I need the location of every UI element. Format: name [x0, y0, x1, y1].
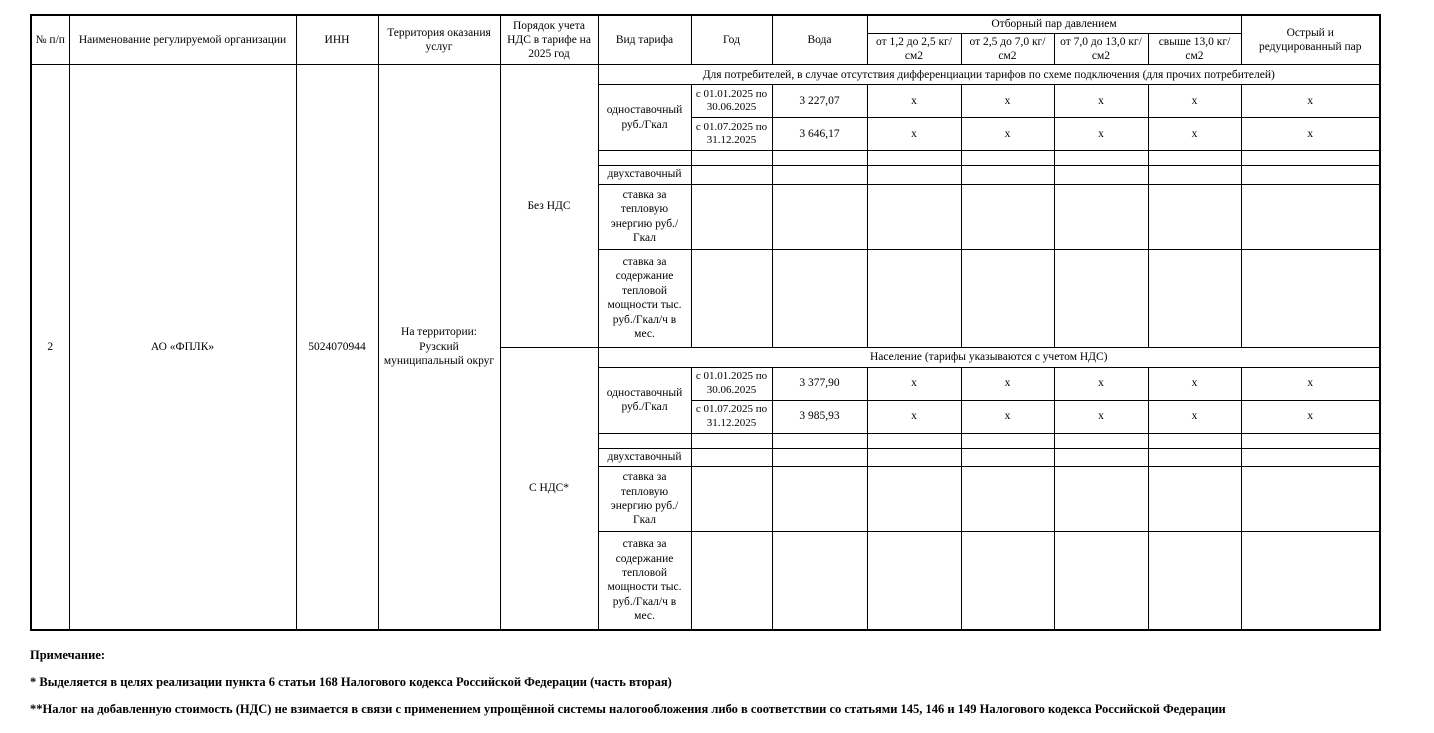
- notes-title: Примечание:: [30, 647, 106, 662]
- empty-cell: [867, 249, 961, 347]
- cell-inn: 5024070944: [296, 65, 378, 630]
- note-single-asterisk: * Выделяется в целях реализации пункта 6 статьи 168 Налогового кодекса Российской Федерации (часть вторая): [30, 674, 672, 689]
- empty-cell: [961, 532, 1054, 630]
- cell-vat-without: Без НДС: [500, 65, 598, 347]
- empty-cell: [867, 184, 961, 249]
- empty-cell: [691, 433, 772, 448]
- cell-rate-energy-label: ставка за тепловую энергию руб./Гкал: [598, 184, 691, 249]
- empty-cell: [1148, 532, 1241, 630]
- empty-cell: [867, 532, 961, 630]
- empty-cell: [772, 433, 867, 448]
- col-header-num: № п/п: [31, 15, 69, 65]
- empty-cell: [1148, 249, 1241, 347]
- cell-steam-x: x: [1054, 400, 1148, 433]
- empty-cell: [961, 184, 1054, 249]
- col-header-steam-group: Отборный пар давлением: [867, 15, 1241, 33]
- cell-steam-x: x: [867, 118, 961, 151]
- cell-steam-x: x: [961, 118, 1054, 151]
- empty-cell: [1148, 448, 1241, 466]
- empty-cell: [1054, 433, 1148, 448]
- empty-cell: [691, 151, 772, 166]
- cell-steam-x: x: [867, 367, 961, 400]
- banner-population: Население (тарифы указываются с учетом НДС): [598, 347, 1380, 367]
- empty-cell: [867, 467, 961, 532]
- empty-cell: [961, 433, 1054, 448]
- empty-cell: [961, 448, 1054, 466]
- empty-cell: [772, 166, 867, 184]
- col-header-org: Наименование регулируемой организации: [69, 15, 296, 65]
- cell-steam-x: x: [1054, 118, 1148, 151]
- empty-cell: [961, 467, 1054, 532]
- col-header-steam-4: свыше 13,0 кг/см2: [1148, 33, 1241, 65]
- cell-steam-x: x: [1148, 367, 1241, 400]
- cell-steam-x: x: [1054, 85, 1148, 118]
- cell-steam-x: x: [1054, 367, 1148, 400]
- cell-rate-capacity-label: ставка за содержание тепловой мощности тыс. руб./Гкал/ч в мес.: [598, 249, 691, 347]
- cell-water-value: 3 985,93: [772, 400, 867, 433]
- empty-cell: [1054, 448, 1148, 466]
- cell-period-year: с 01.01.2025 по 30.06.2025: [691, 85, 772, 118]
- empty-cell: [1148, 433, 1241, 448]
- cell-row-num: 2: [31, 65, 69, 630]
- empty-cell: [961, 166, 1054, 184]
- col-header-vat: Порядок учета НДС в тарифе на 2025 год: [500, 15, 598, 65]
- cell-steam-x: x: [867, 85, 961, 118]
- empty-cell: [691, 467, 772, 532]
- empty-cell: [867, 151, 961, 166]
- empty-cell: [772, 467, 867, 532]
- empty-cell: [1054, 467, 1148, 532]
- empty-cell: [1148, 166, 1241, 184]
- empty-cell: [1241, 448, 1380, 466]
- cell-two-part-label: двухставочный: [598, 166, 691, 184]
- cell-steam-x: x: [867, 400, 961, 433]
- col-header-tariff-type: Вид тарифа: [598, 15, 691, 65]
- empty-cell: [691, 532, 772, 630]
- cell-sharp-steam-x: x: [1241, 85, 1380, 118]
- empty-cell: [772, 532, 867, 630]
- empty-cell: [1148, 184, 1241, 249]
- col-header-steam-3: от 7,0 до 13,0 кг/см2: [1054, 33, 1148, 65]
- empty-cell: [1241, 532, 1380, 630]
- cell-rate-energy-label: ставка за тепловую энергию руб./Гкал: [598, 467, 691, 532]
- cell-period-year: с 01.07.2025 по 31.12.2025: [691, 118, 772, 151]
- empty-cell: [961, 249, 1054, 347]
- empty-cell: [772, 448, 867, 466]
- empty-cell: [691, 448, 772, 466]
- col-header-sharp-steam: Острый и редуцированный пар: [1241, 15, 1380, 65]
- empty-cell: [691, 249, 772, 347]
- empty-cell: [1241, 467, 1380, 532]
- empty-cell: [691, 166, 772, 184]
- empty-cell: [1148, 467, 1241, 532]
- cell-steam-x: x: [1148, 85, 1241, 118]
- empty-cell: [598, 151, 691, 166]
- cell-rate-capacity-label: ставка за содержание тепловой мощности тыс. руб./Гкал/ч в мес.: [598, 532, 691, 630]
- empty-cell: [1241, 433, 1380, 448]
- cell-water-value: 3 377,90: [772, 367, 867, 400]
- col-header-water: Вода: [772, 15, 867, 65]
- empty-cell: [1241, 166, 1380, 184]
- empty-cell: [598, 433, 691, 448]
- empty-cell: [1241, 184, 1380, 249]
- cell-territory: На территории: Рузский муниципальный округ: [378, 65, 500, 630]
- empty-cell: [1148, 151, 1241, 166]
- col-header-inn: ИНН: [296, 15, 378, 65]
- empty-cell: [867, 166, 961, 184]
- empty-cell: [1054, 166, 1148, 184]
- cell-two-part-label: двухставочный: [598, 448, 691, 466]
- empty-cell: [772, 184, 867, 249]
- cell-one-part-label: одноставочный руб./Гкал: [598, 85, 691, 151]
- empty-cell: [867, 448, 961, 466]
- cell-sharp-steam-x: x: [1241, 367, 1380, 400]
- banner-other-consumers: Для потребителей, в случае отсутствия дифференциации тарифов по схеме подключения (для прочих потребителей): [598, 65, 1380, 85]
- empty-cell: [772, 249, 867, 347]
- cell-sharp-steam-x: x: [1241, 400, 1380, 433]
- cell-steam-x: x: [961, 85, 1054, 118]
- note-double-asterisk: **Налог на добавленную стоимость (НДС) не взимается в связи с применением упрощённой системы налогообложения либо в соответствии со статьями 145, 146 и 149 Налогового кодекса Российской Федерации: [30, 702, 1226, 716]
- col-header-year: Год: [691, 15, 772, 65]
- empty-cell: [772, 151, 867, 166]
- col-header-steam-1: от 1,2 до 2,5 кг/см2: [867, 33, 961, 65]
- cell-steam-x: x: [961, 400, 1054, 433]
- empty-cell: [1054, 184, 1148, 249]
- empty-cell: [1241, 151, 1380, 166]
- cell-org-name: АО «ФПЛК»: [69, 65, 296, 630]
- empty-cell: [1054, 151, 1148, 166]
- cell-water-value: 3 646,17: [772, 118, 867, 151]
- empty-cell: [867, 433, 961, 448]
- empty-cell: [1054, 532, 1148, 630]
- empty-cell: [1241, 249, 1380, 347]
- cell-water-value: 3 227,07: [772, 85, 867, 118]
- cell-vat-with: С НДС*: [500, 347, 598, 629]
- col-header-territory: Территория оказания услуг: [378, 15, 500, 65]
- cell-steam-x: x: [1148, 118, 1241, 151]
- cell-period-year: с 01.01.2025 по 30.06.2025: [691, 367, 772, 400]
- cell-steam-x: x: [961, 367, 1054, 400]
- cell-one-part-label: одноставочный руб./Гкал: [598, 367, 691, 433]
- empty-cell: [961, 151, 1054, 166]
- empty-cell: [1054, 249, 1148, 347]
- cell-period-year: с 01.07.2025 по 31.12.2025: [691, 400, 772, 433]
- col-header-steam-2: от 2,5 до 7,0 кг/см2: [961, 33, 1054, 65]
- notes-block: [30, 647, 1409, 718]
- cell-sharp-steam-x: x: [1241, 118, 1380, 151]
- cell-steam-x: x: [1148, 400, 1241, 433]
- empty-cell: [691, 184, 772, 249]
- tariff-table: [30, 14, 1381, 631]
